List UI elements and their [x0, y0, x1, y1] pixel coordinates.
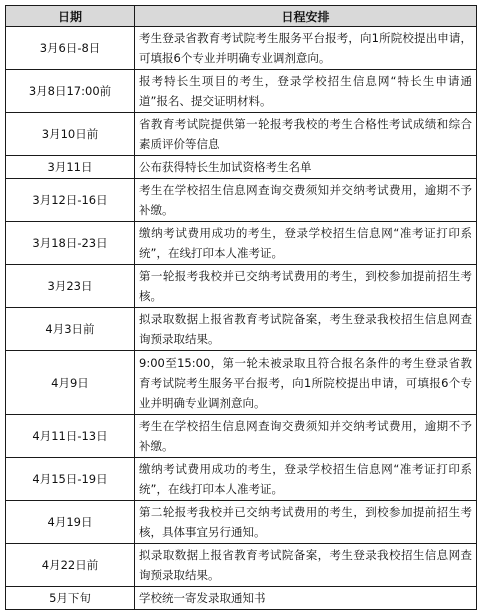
- table-row: [6, 113, 477, 156]
- arrangement-cell: 拟录取数据上报省教育考试院备案，考生登录我校招生信息网查询预录取结果。: [135, 308, 477, 351]
- schedule-table: [5, 5, 477, 610]
- table-row: [6, 351, 477, 415]
- table-row: [6, 27, 477, 70]
- table-body: [6, 27, 477, 610]
- arrangement-cell: 省教育考试院提供第一轮报考我校的考生合格性考试成绩和综合素质评价等信息: [135, 113, 477, 156]
- arrangement-cell: 考生在学校招生信息网查询交费须知并交纳考试费用，逾期不予补缴。: [135, 179, 477, 222]
- date-cell: 3月8日17:00前: [6, 70, 135, 113]
- date-cell: 4月9日: [6, 351, 135, 415]
- table-row: [6, 544, 477, 587]
- arrangement-cell: 第一轮报考我校并已交纳考试费用的考生，到校参加提前招生考核。: [135, 265, 477, 308]
- table-row: [6, 179, 477, 222]
- table-row: [6, 70, 477, 113]
- table-row: [6, 587, 477, 610]
- date-cell: 4月15日-19日: [6, 458, 135, 501]
- arrangement-cell: 9:00至15:00，第一轮未被录取且符合报名条件的考生登录省教育考试院考生服务平台报考，向1所院校提出申请，可填报6个专业并明确专业调剂意向。: [135, 351, 477, 415]
- date-cell: 3月6日-8日: [6, 27, 135, 70]
- date-cell: 3月23日: [6, 265, 135, 308]
- table-row: [6, 501, 477, 544]
- arrangement-column-header: 日程安排: [135, 6, 477, 27]
- table-row: [6, 415, 477, 458]
- table-header: [6, 6, 477, 27]
- table-row: [6, 458, 477, 501]
- arrangement-cell: 拟录取数据上报省教育考试院备案，考生登录我校招生信息网查询预录取结果。: [135, 544, 477, 587]
- arrangement-cell: 缴纳考试费用成功的考生，登录学校招生信息网“准考证打印系统”，在线打印本人准考证。: [135, 222, 477, 265]
- date-cell: 5月下旬: [6, 587, 135, 610]
- date-cell: 3月10日前: [6, 113, 135, 156]
- date-cell: 4月11日-13日: [6, 415, 135, 458]
- arrangement-cell: 考生登录省教育考试院考生服务平台报考，向1所院校提出申请，可填报6个专业并明确专业调剂意向。: [135, 27, 477, 70]
- header-row: [6, 6, 477, 27]
- date-cell: 4月22日前: [6, 544, 135, 587]
- arrangement-cell: 报考特长生项目的考生，登录学校招生信息网“特长生申请通道”报名、提交证明材料。: [135, 70, 477, 113]
- table-row: [6, 156, 477, 179]
- date-cell: 3月11日: [6, 156, 135, 179]
- arrangement-cell: 第二轮报考我校并已交纳考试费用的考生，到校参加提前招生考核，具体事宜另行通知。: [135, 501, 477, 544]
- arrangement-cell: 学校统一寄发录取通知书: [135, 587, 477, 610]
- table-row: [6, 222, 477, 265]
- arrangement-cell: 考生在学校招生信息网查询交费须知并交纳考试费用，逾期不予补缴。: [135, 415, 477, 458]
- date-cell: 3月12日-16日: [6, 179, 135, 222]
- table-row: [6, 308, 477, 351]
- date-column-header: 日期: [6, 6, 135, 27]
- date-cell: 4月19日: [6, 501, 135, 544]
- table-row: [6, 265, 477, 308]
- arrangement-cell: 缴纳考试费用成功的考生，登录学校招生信息网“准考证打印系统”，在线打印本人准考证。: [135, 458, 477, 501]
- date-cell: 3月18日-23日: [6, 222, 135, 265]
- arrangement-cell: 公布获得特长生加试资格考生名单: [135, 156, 477, 179]
- date-cell: 4月3日前: [6, 308, 135, 351]
